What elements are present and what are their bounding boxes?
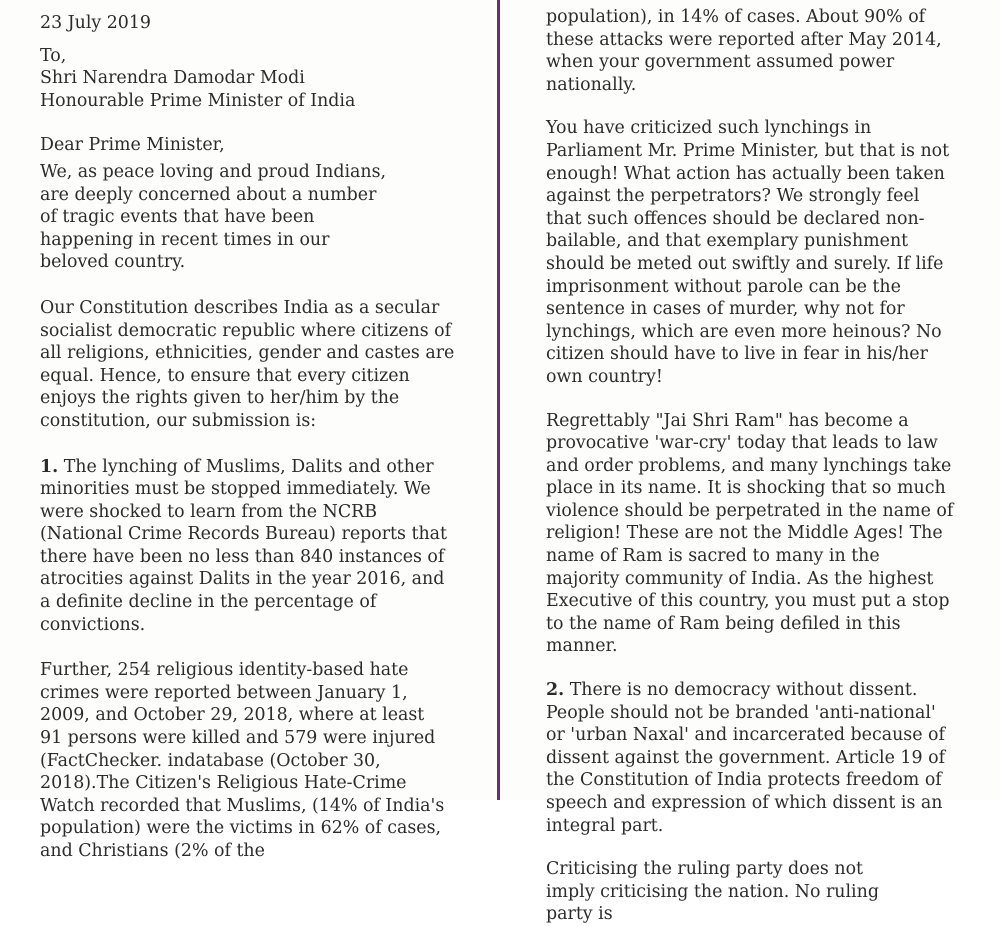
letter-column-right: [502, 0, 1000, 925]
address-line-name: Shri Narendra Damodar Modi: [40, 68, 305, 89]
salutation: Dear Prime Minister,: [40, 135, 225, 156]
point-1-text: The lynching of Muslims, Dalits and other minorities must be stopped immediately. We were shocked to learn from the NCRB (National Crime Records Bureau) reports that there have been no less than 840 instances of atrocities against Dalits in the year 2016, and a definite decline in the percentage of convictions.: [40, 456, 448, 635]
point-number: 1.: [40, 456, 59, 477]
letter-column-left: [0, 0, 495, 861]
letter-date: 23 July 2019: [40, 13, 152, 33]
paragraph-point-2: [546, 679, 946, 837]
paragraph-lynchings: You have criticized such lynchings in Parliament Mr. Prime Minister, but that is not enough! What action has actually been taken against the perpetrators? We strongly feel that such offences should be declared non-bailable, and that exemplary punishment should be meted out swiftly and surely. If life imprisonment without parole can be the sentence in cases of murder, why not for lynchings, which are even more heinous? No citizen should have to live in fear in his/her own country!: [546, 118, 950, 387]
paragraph-constitution: Our Constitution describes India as a secular socialist democratic republic where citizens of all religions, ethnicities, gender and castes are equal. Hence, to ensure that every citizen enjoys the rights given to her/him by the constitution, our submission is:: [40, 297, 455, 431]
address-line-to: To,: [40, 45, 67, 66]
recipient-address: [40, 45, 485, 113]
divider-line: [497, 0, 500, 800]
point-number: 2.: [546, 680, 565, 701]
paragraph-criticising: Criticising the ruling party does not imply criticising the nation. No ruling party is: [546, 859, 879, 925]
paragraph-jai-shri-ram: Regrettably "Jai Shri Ram" has become a provocative 'war-cry' today that leads to law and order problems, and many lynchings take place in its name. It is shocking that so much violence should be perpetrated in the name of religion! These are not the Middle Ages! The name of Ram is sacred to many in the majority community of India. As the highest Executive of this country, you must put a stop to the name of Ram being defiled in this manner.: [546, 410, 954, 657]
column-divider: [495, 0, 502, 800]
paragraph-hate-crimes: Further, 254 religious identity-based hate crimes were reported between January 1, 2009, and October 29, 2018, where at least 91 persons were killed and 579 were injured (FactChecker. indatabase (October 30, 2018).The Citizen's Religious Hate-Crime Watch recorded that Muslims, (14% of India's population) were the victims in 62% of cases, and Christians (2% of the: [40, 660, 445, 861]
paragraph-population: population), in 14% of cases. About 90% of these attacks were reported after May 2014, when your government assumed power nationally.: [546, 7, 942, 95]
address-line-title: Honourable Prime Minister of India: [40, 90, 356, 111]
paragraph-point-1: [40, 456, 455, 637]
paragraph-intro: We, as peace loving and proud Indians, are deeply concerned about a number of tragic events that have been happening in recent times in our beloved country.: [40, 161, 387, 273]
point-2-text: There is no democracy without dissent. People should not be branded 'anti-national' or 'urban Naxal' and incarcerated because of dissent against the government. Article 19 of the Constitution of India protects freedom of speech and expression of which dissent is an integral part.: [546, 680, 945, 836]
